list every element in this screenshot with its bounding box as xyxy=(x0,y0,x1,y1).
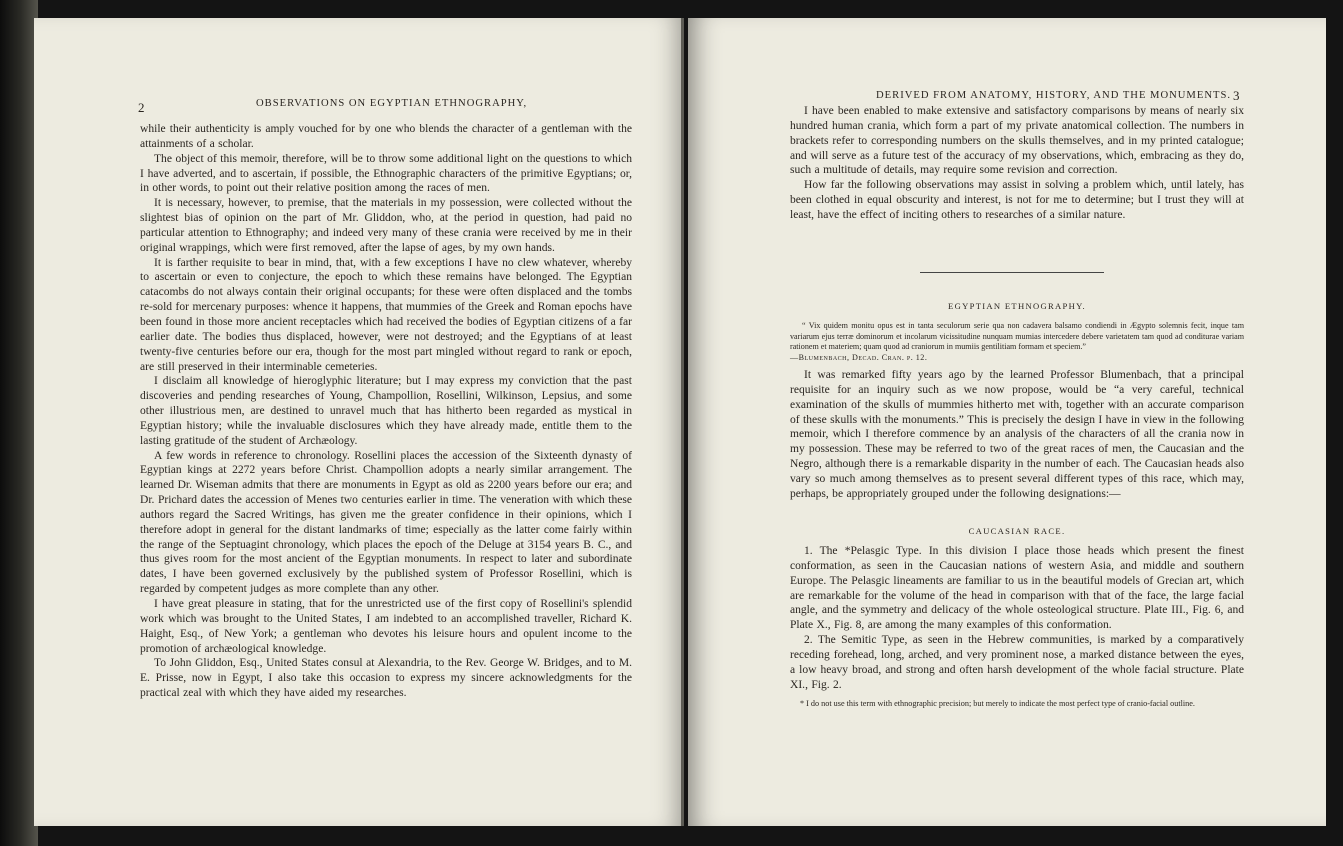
right-body-text xyxy=(790,368,1244,502)
right-numbered-text xyxy=(790,544,1244,692)
paragraph: I have been enabled to make extensive and satisfactory comparisons by means of nearly six hundred human crania, which form a part of my private anatomical collection. The numbers in brackets refer to corresponding numbers on the skulls themselves, and in my printed catalogue; and will serve as a future test of the accuracy of my observations, which, embracing as they do, such a multitude of details, may require some revision and correction. xyxy=(790,105,1244,177)
section-title: EGYPTIAN ETHNOGRAPHY. xyxy=(948,301,1086,311)
paragraph: A few words in reference to chronology. Rosellini places the accession of the Sixteenth dynasty of Egyptian kings at 2272 years before Christ. Champollion adopts a nearly similar arrangement. The learned Dr. Wiseman admits that there are monuments in Egypt as old as 2200 years before our era; and Dr. Prichard dates the accession of Menes two centuries earlier in time. The veneration with which these authors regard the Sacred Writings, has given me the greater confidence in their opinions, which I therefore adopt in general for the distant landmarks of time; especially as the latter come fairly within the range of the Septuagint chronology, which places the epoch of the Deluge at 3154 years B. C., and thus gives room for the most ancient of the Egyptian monuments. In respect to later and subordinate dates, I have been governed exclusively by the published system of Professor Rosellini, which is regarded by competent judges as more complete than any other. xyxy=(140,449,632,596)
right-page xyxy=(688,18,1326,826)
left-page-number: 2 xyxy=(138,100,145,115)
epigraph: “ Vix quidem monitu opus est in tanta seculorum serie qua non cadavera balsamo condiendi in Ægypto solemnis fecit, inque tam variarum ejus terræ dominorum et incolarum vicissitudine nunquam mumias intercedere debere varietatem tam quod ad conditurae variam rationem et materiem; quam quod ad craniorum in mumiis gentilitiam formam et speciem.” xyxy=(790,321,1244,352)
epigraph-block xyxy=(790,321,1244,363)
paragraph: while their authenticity is amply vouched for by one who blends the character of a gentleman with the attainments of a scholar. xyxy=(140,123,632,150)
footnote-block xyxy=(790,699,1244,710)
left-body-text xyxy=(140,122,632,701)
paragraph: I disclaim all knowledge of hieroglyphic literature; but I may express my conviction that the past discoveries and pending researches of Young, Champollion, Rosellini, Wilkinson, Lepsius, and some other illustrious men, are destined to unravel much that has hitherto been regarded as mystical in Egyptian history; while the invaluable disclosures which they have already made, entitle them to the lasting gratitude of the student of Archæology. xyxy=(140,375,632,447)
paragraph: I have great pleasure in stating, that for the unrestricted use of the first copy of Rosellini's splendid work which was brought to the United States, I am indebted to an accomplished traveller, Richard K. Haight, Esq., of New York; a gentleman who devotes his leisure hours and opulent income to the promotion of archæological knowledge. xyxy=(140,598,632,655)
paragraph: It was remarked fifty years ago by the learned Professor Blumenbach, that a principal requisite for an inquiry such as we now propose, would be “a very careful, technical examination of the skulls of mummies hitherto met with, together with an accurate comparison of these skulls with the monuments.” This is precisely the design I have in view in the following memoir, which I therefore commence by an analysis of the characters of all the crania now in my possession. These may be referred to two of the great races of men, the Caucasian and the Negro, although there is a remarkable disparity in the number of each. The Caucasian heads also vary so much among themselves as to present several different types of this race, which may, perhaps, be appropriately grouped under the following designations:— xyxy=(790,369,1244,500)
paragraph: It is farther requisite to bear in mind, that, with a few exceptions I have no clew whatever, whereby to ascertain or even to conjecture, the epoch to which these remains have belonged. The Egyptian catacombs do not always contain their original occupants; for these were often displaced and the tombs re-sold for mercenary purposes: whence it happens, that mummies of the Greek and Roman epochs have been found in those more ancient receptacles which had received the bodies of Egyptian citizens of a far earlier date. The bodies thus displaced, however, were not destroyed; and the Egyptians of at least twenty-five centuries before our era, though for the most part mingled without regard to rank or epoch, are still preserved in their interminable cemeteries. xyxy=(140,256,632,373)
right-running-head: DERIVED FROM ANATOMY, HISTORY, AND THE MONUMENTS. xyxy=(876,90,1231,101)
subsection-title: CAUCASIAN RACE. xyxy=(968,526,1066,536)
epigraph-source: —Blumenbach, Decad. Cran. p. 12. xyxy=(790,352,928,362)
footnote: * I do not use this term with ethnographic precision; but merely to indicate the most perfect type of cranio-facial outline. xyxy=(800,699,1195,708)
paragraph: 1. The *Pelasgic Type. In this division I place those heads which present the finest conformation, as seen in the Caucasian nations of western Asia, and middle and southern Europe. The Pelasgic lineaments are familiar to us in the beautiful models of Grecian art, which are remarkable for the volume of the head in comparison with that of the face, the large facial angle, and the symmetry and delicacy of the whole osteological structure. Plate III., Fig. 6, and Plate X., Fig. 8, are among the many examples of this conformation. xyxy=(790,545,1244,632)
left-running-head: OBSERVATIONS ON EGYPTIAN ETHNOGRAPHY, xyxy=(256,98,528,109)
book-spine-shadow xyxy=(0,0,38,846)
paragraph: The object of this memoir, therefore, will be to throw some additional light on the questions to which I have adverted, and to ascertain, if possible, the Ethnographic characters of the primitive Egyptians; or, in other words, to point out their relative position among the races of men. xyxy=(140,152,632,195)
paragraph: 2. The Semitic Type, as seen in the Hebrew communities, is marked by a comparatively receding forehead, long, arched, and very prominent nose, a marked distance between the eyes, a low heavy broad, and strong and often harsh development of the whole facial structure. Plate XI., Fig. 2. xyxy=(790,634,1244,691)
right-intro-text xyxy=(790,104,1244,223)
left-page xyxy=(34,18,684,826)
section-divider xyxy=(920,272,1104,273)
right-page-number: 3 xyxy=(1233,88,1240,103)
paragraph: To John Gliddon, Esq., United States consul at Alexandria, to the Rev. George W. Bridges, and to M. E. Prisse, now in Egypt, I also take this occasion to express my sincere acknowledgments for the practical zeal with which they have aided my researches. xyxy=(140,657,632,700)
paragraph: It is necessary, however, to premise, that the materials in my possession, were collected without the slightest bias of opinion on the part of Mr. Gliddon, who, at the period in question, had paid no particular attention to Ethnography; and indeed very many of these crania were received by me in their original wrappings, which were first removed, after the lapse of ages, by my own hands. xyxy=(140,197,632,254)
paragraph: How far the following observations may assist in solving a problem which, until lately, has been clothed in equal obscurity and interest, is not for me to determine; but I trust they will at least, have the effect of inciting others to researches of a similar nature. xyxy=(790,179,1244,221)
